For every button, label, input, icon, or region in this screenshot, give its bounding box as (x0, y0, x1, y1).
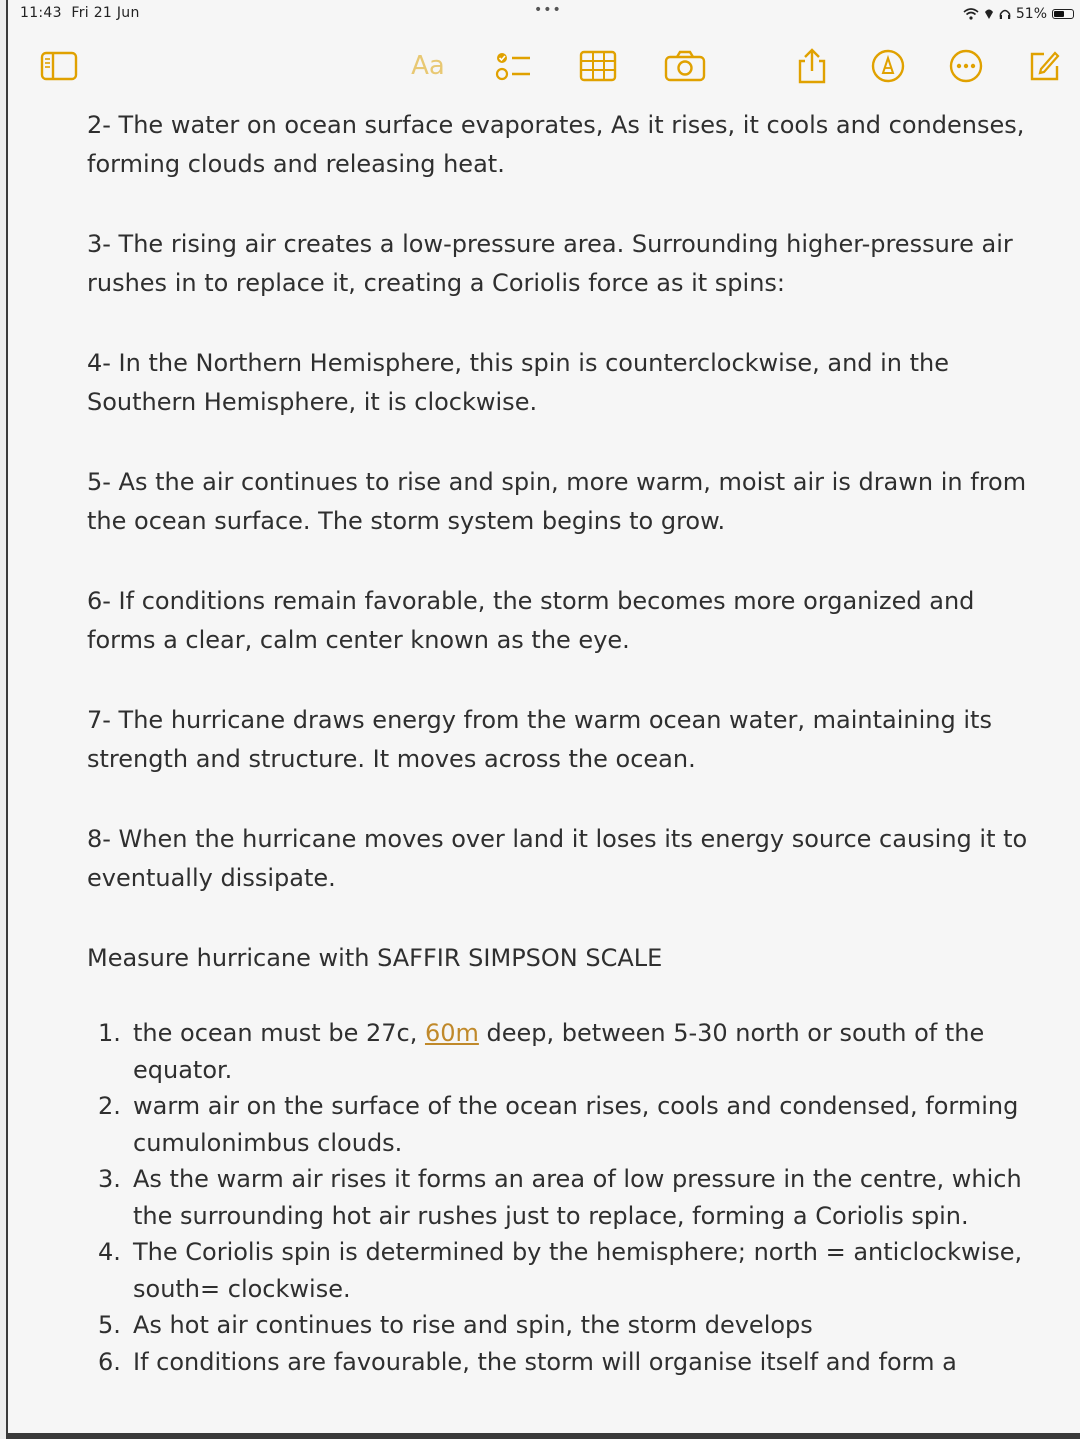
list-item (80, 1307, 1030, 1344)
list-item-text: As hot air continues to rise and spin, the storm develops (133, 1311, 813, 1339)
status-indicators (963, 6, 1074, 22)
markup-button[interactable] (868, 48, 908, 84)
list-item (80, 1015, 1030, 1088)
table-icon (578, 49, 618, 83)
list-item (80, 1161, 1030, 1234)
detected-link[interactable]: 60m (424, 1019, 479, 1047)
share-icon (794, 47, 830, 85)
list-item-text: If conditions are favourable, the storm will organise itself and form a (133, 1347, 957, 1376)
list-item-number: 2. (98, 1092, 121, 1120)
list-item-number: 5. (98, 1311, 121, 1339)
format-text-button[interactable] (398, 48, 458, 84)
multitasking-dots-icon[interactable]: ••• (534, 2, 562, 18)
format-text-label: Aa (411, 51, 445, 81)
list-item-text: warm air on the surface of the ocean rises, cools and condensed, forming cumulonimbus clouds. (133, 1092, 1019, 1157)
list-item (80, 1344, 1030, 1381)
status-time: 11:43 Fri 21 Jun (20, 5, 140, 21)
compose-icon (1026, 48, 1062, 84)
battery-icon (1052, 9, 1074, 19)
note-paragraph-2: 2- The water on ocean surface evaporates, As it rises, it cools and condenses, forming clouds and releasing heat. (87, 111, 1025, 178)
note-paragraph-7: 7- The hurricane draws energy from the warm ocean water, maintaining its strength and structure. It moves across the ocean. (87, 706, 992, 773)
markup-pen-icon (870, 48, 906, 84)
section-heading: Measure hurricane with SAFFIR SIMPSON SCALE (87, 944, 663, 972)
notes-app-screen (6, 0, 1080, 1439)
note-paragraph-5: 5- As the air continues to rise and spin, more warm, moist air is drawn in from the ocean surface. The storm system begins to grow. (87, 468, 1027, 535)
list-item-number: 4. (98, 1238, 121, 1266)
headphones-icon (999, 8, 1011, 20)
list-item-text: As the warm air rises it forms an area of low pressure in the centre, which the surrounding hot air rushes just to replace, forming a Coriolis spin. (133, 1165, 1022, 1230)
list-item-text: the ocean must be 27c, (133, 1019, 425, 1047)
checklist-icon (494, 49, 534, 83)
status-bar (8, 0, 1080, 30)
status-date: Fri 21 Jun (71, 5, 140, 21)
new-note-button[interactable] (1024, 48, 1064, 84)
table-button[interactable] (576, 48, 620, 84)
note-paragraph-8: 8- When the hurricane moves over land it loses its energy source causing it to eventually dissipate. (87, 825, 1028, 892)
list-item-number: 1. (98, 1019, 121, 1047)
list-item-text: deep, between 5-30 north or south of the equator. (133, 1019, 985, 1084)
sidebar-icon (40, 51, 78, 81)
note-paragraph-3: 3- The rising air creates a low-pressure area. Surrounding higher-pressure air rushes in to replace it, creating a Coriolis force as it spins: (87, 230, 1013, 297)
more-options-button[interactable] (946, 48, 986, 84)
more-ellipsis-icon (948, 48, 984, 84)
note-paragraph-6: 6- If conditions remain favorable, the storm becomes more organized and forms a clear, calm center known as the eye. (87, 587, 975, 654)
list-item-number: 6. (98, 1347, 121, 1376)
list-item (80, 1088, 1030, 1161)
note-paragraph-4: 4- In the Northern Hemisphere, this spin is counterclockwise, and in the Southern Hemisphere, it is clockwise. (87, 349, 950, 416)
numbered-list (80, 1015, 1030, 1380)
sidebar-toggle-button[interactable] (38, 48, 80, 84)
battery-percentage: 51% (1015, 6, 1047, 22)
location-icon (984, 8, 994, 20)
notes-toolbar (8, 40, 1080, 92)
checklist-button[interactable] (492, 48, 536, 84)
note-body[interactable] (80, 106, 1030, 1380)
wifi-icon (963, 8, 979, 20)
camera-icon (663, 49, 707, 83)
list-item-number: 3. (98, 1165, 121, 1193)
list-item (80, 1234, 1030, 1307)
share-button[interactable] (792, 48, 832, 84)
list-item-text: The Coriolis spin is determined by the hemisphere; north = anticlockwise, south= clockwise. (133, 1238, 1023, 1303)
camera-button[interactable] (662, 48, 708, 84)
